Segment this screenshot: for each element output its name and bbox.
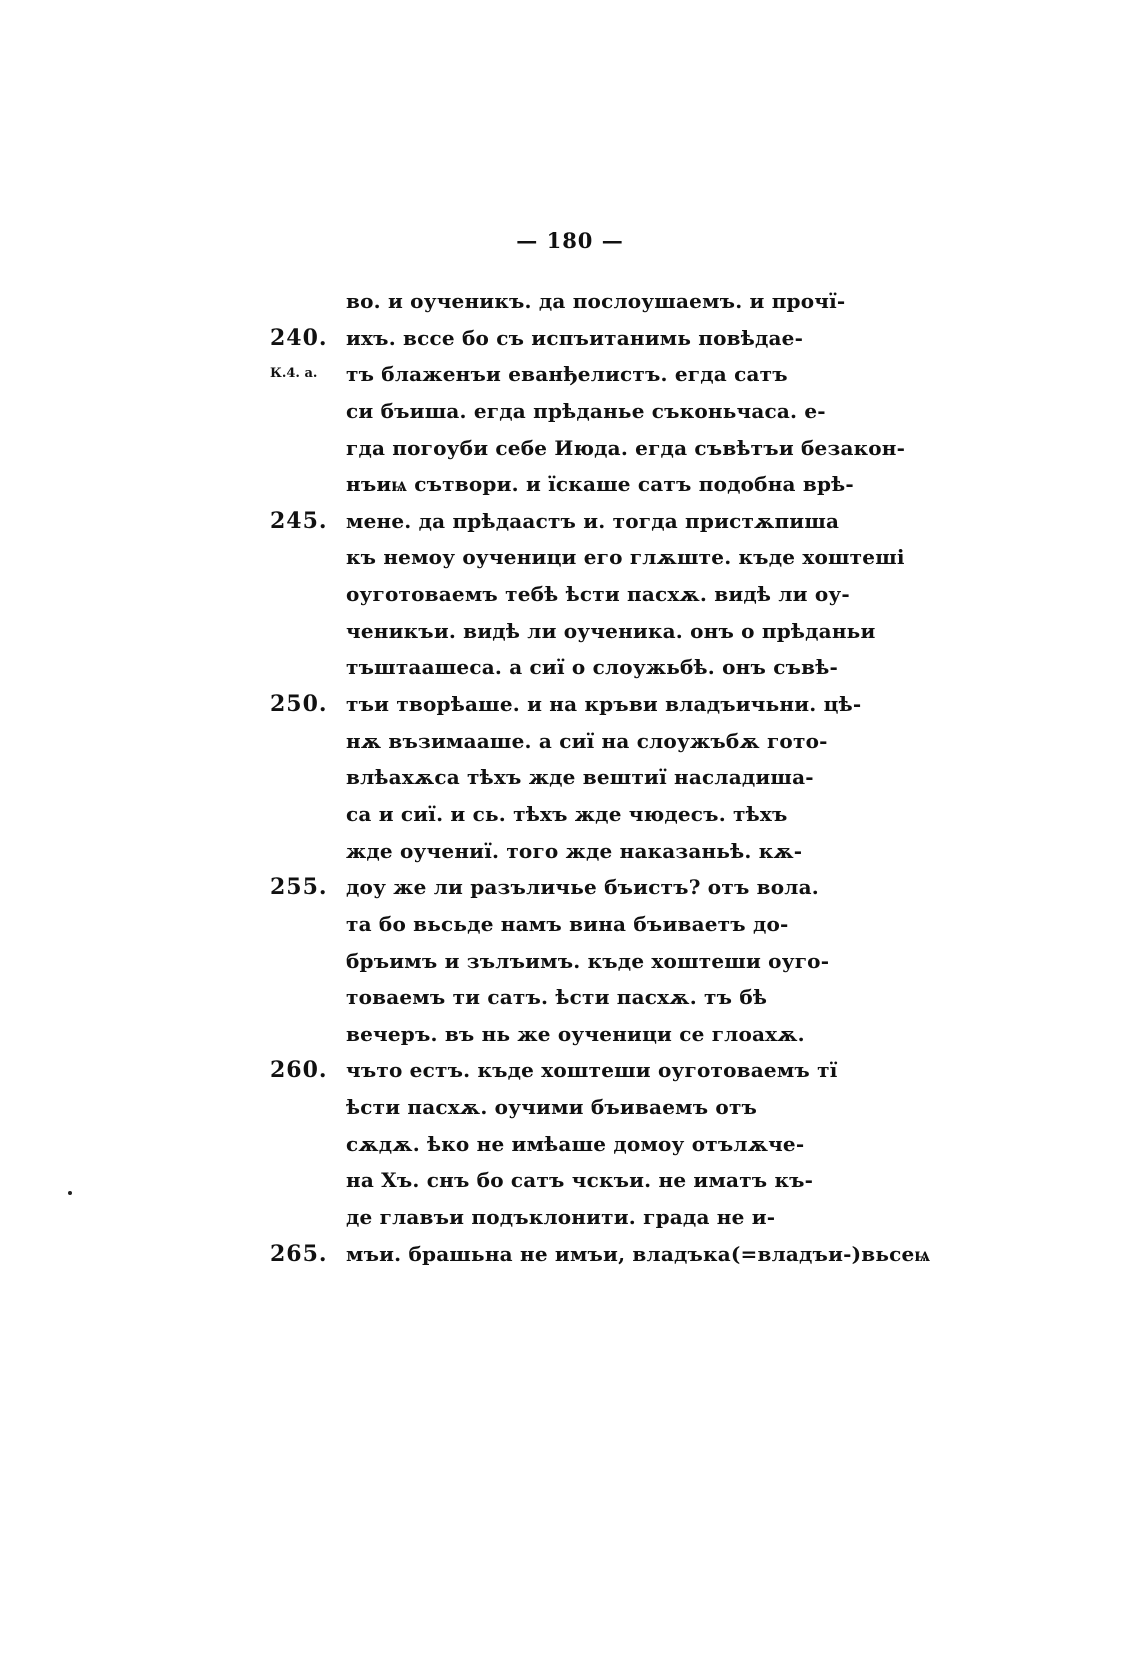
text-line bbox=[270, 943, 950, 980]
text-line bbox=[270, 1162, 950, 1199]
line-number: 240. bbox=[270, 324, 328, 351]
text-line bbox=[270, 833, 950, 870]
line-text: на Хъ. снъ бо сатъ чскъи. не иматъ къ- bbox=[346, 1168, 814, 1193]
line-text: мъи. брашьна не имъи, владъка(=владъи-)вьсеѩ bbox=[346, 1241, 931, 1266]
line-text: вечеръ. въ нь же оученици се глоахѫ. bbox=[346, 1021, 805, 1046]
text-line bbox=[270, 649, 950, 686]
text-line bbox=[270, 430, 950, 467]
line-text: си бъиша. егда прѣданье съконьчаса. е- bbox=[346, 398, 826, 423]
line-text: тъ блаженъи еванђелистъ. егда сатъ bbox=[346, 362, 788, 387]
line-text: тъи творѣаше. и на кръви владъичьни. цѣ- bbox=[346, 692, 862, 717]
text-line bbox=[270, 1126, 950, 1163]
text-body bbox=[270, 283, 950, 1272]
line-text: нъиѩ сътвори. и їскаше сатъ подобна врѣ- bbox=[346, 472, 854, 497]
line-text: къ немоу оученици его глѫште. къде хоштеші bbox=[346, 545, 905, 570]
line-text: сѫдѫ. ѣко не имѣаше домоу отълѫче- bbox=[346, 1131, 805, 1156]
text-line bbox=[270, 356, 950, 393]
text-line bbox=[270, 906, 950, 943]
text-line bbox=[270, 1052, 950, 1089]
text-line bbox=[270, 1016, 950, 1053]
line-text: гда погоуби себе Июда. егда съвѣтъи безакон- bbox=[346, 435, 906, 460]
line-text: доу же ли разъличье бъистъ? отъ вола. bbox=[346, 875, 819, 900]
line-number: 245. bbox=[270, 507, 328, 534]
line-text: мене. да прѣдаастъ и. тогда пристѫпиша bbox=[346, 508, 840, 533]
text-line bbox=[270, 539, 950, 576]
line-number: К.4. а. bbox=[270, 366, 318, 382]
text-line bbox=[270, 466, 950, 503]
text-line bbox=[270, 686, 950, 723]
line-text: влѣахѫса тѣхъ жде вештиї насладиша- bbox=[346, 765, 814, 790]
text-line bbox=[270, 393, 950, 430]
line-number: 250. bbox=[270, 691, 328, 718]
text-line bbox=[270, 759, 950, 796]
line-text: товаемъ ти сатъ. ѣсти пасхѫ. тъ бѣ bbox=[346, 985, 768, 1010]
line-text: ихъ. всcе бо съ испъитанимь повѣдае- bbox=[346, 325, 804, 350]
text-line bbox=[270, 869, 950, 906]
text-line bbox=[270, 723, 950, 760]
line-text: ѣсти пасхѫ. оучими бъиваемъ отъ bbox=[346, 1095, 758, 1120]
line-text: жде оучениї. того жде наказаньѣ. кѫ- bbox=[346, 838, 803, 863]
text-line bbox=[270, 613, 950, 650]
page-number: — 180 — bbox=[516, 228, 624, 253]
line-number: 265. bbox=[270, 1240, 328, 1267]
margin-mark bbox=[68, 1191, 72, 1195]
line-text: нѫ възимааше. а сиї на слоужъбѫ гото- bbox=[346, 728, 828, 753]
text-line bbox=[270, 320, 950, 357]
line-text: бръимъ и зълъимъ. къде хоштеши оуго- bbox=[346, 948, 830, 973]
text-line bbox=[270, 576, 950, 613]
text-line bbox=[270, 503, 950, 540]
line-text: тъштаашеса. а сиї о слоужьбѣ. онъ съвѣ- bbox=[346, 655, 838, 680]
line-text: оуготоваемъ тебѣ ѣсти пасхѫ. видѣ ли оу- bbox=[346, 582, 850, 607]
line-text: ченикъи. видѣ ли оученика. онъ о прѣданьи bbox=[346, 618, 876, 643]
text-line bbox=[270, 1199, 950, 1236]
line-text: та бо вьсьде намъ вина бъиваетъ до- bbox=[346, 911, 789, 936]
line-text: де главъи подъклонити. града не и- bbox=[346, 1205, 776, 1230]
text-line bbox=[270, 796, 950, 833]
line-number: 260. bbox=[270, 1057, 328, 1084]
text-line bbox=[270, 979, 950, 1016]
text-line bbox=[270, 283, 950, 320]
line-number: 255. bbox=[270, 874, 328, 901]
text-line bbox=[270, 1089, 950, 1126]
text-line bbox=[270, 1236, 950, 1273]
line-text: во. и оученикъ. да послоушаемъ. и прочї- bbox=[346, 289, 846, 313]
line-text: са и сиї. и сь. тѣхъ жде чюдесъ. тѣхъ bbox=[346, 801, 788, 826]
line-text: чъто естъ. къде хоштеши оуготоваемъ тї bbox=[346, 1058, 838, 1083]
